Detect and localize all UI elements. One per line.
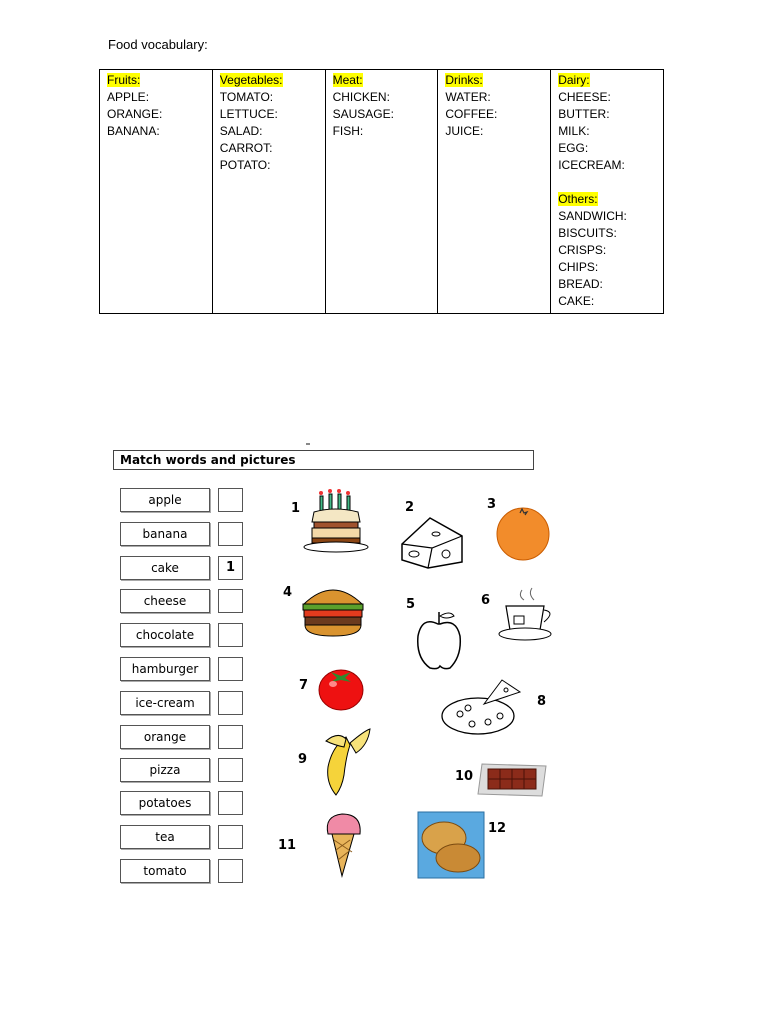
word-box: apple bbox=[120, 488, 210, 512]
column-heading: Dairy: bbox=[558, 73, 590, 87]
vocab-item: CHICKEN: bbox=[332, 90, 390, 104]
column-heading: Vegetables: bbox=[219, 73, 283, 87]
vocab-item: SANDWICH: bbox=[558, 209, 627, 223]
vocab-item: MILK: bbox=[558, 124, 590, 138]
answer-box[interactable] bbox=[218, 522, 243, 546]
word-box: tomato bbox=[120, 859, 210, 883]
picture-number: 2 bbox=[405, 500, 415, 515]
potatoes-picture bbox=[418, 812, 484, 878]
picture-number: 1 bbox=[291, 501, 301, 516]
vocab-item: BISCUITS: bbox=[558, 226, 617, 240]
orange-picture bbox=[496, 506, 552, 562]
vocab-item: COFFEE: bbox=[445, 107, 498, 121]
vocab-item: CHIPS: bbox=[558, 260, 599, 274]
apple-picture bbox=[414, 608, 464, 672]
dairy-column bbox=[551, 70, 664, 314]
answer-box[interactable] bbox=[218, 825, 243, 849]
word-box: ice-cream bbox=[120, 691, 210, 715]
vocab-item: CARROT: bbox=[219, 141, 273, 155]
column-heading: Meat: bbox=[332, 73, 363, 87]
vocab-item: CRISPS: bbox=[558, 243, 607, 257]
word-box: orange bbox=[120, 725, 210, 749]
vocab-item: EGG: bbox=[558, 141, 589, 155]
vocab-item: TOMATO: bbox=[219, 90, 274, 104]
vocab-item: LETTUCE: bbox=[219, 107, 278, 121]
vocab-item: POTATO: bbox=[219, 158, 271, 172]
cheese-picture bbox=[400, 514, 466, 570]
word-box: banana bbox=[120, 522, 210, 546]
word-box: cheese bbox=[120, 589, 210, 613]
fruits-column bbox=[100, 70, 213, 314]
vocab-item: SALAD: bbox=[219, 124, 263, 138]
picture-number: 6 bbox=[481, 593, 491, 608]
column-heading: Fruits: bbox=[107, 73, 141, 87]
vocab-item: JUICE: bbox=[445, 124, 484, 138]
word-box: tea bbox=[120, 825, 210, 849]
picture-number: 10 bbox=[455, 769, 474, 784]
vocab-item: BUTTER: bbox=[558, 107, 610, 121]
ice-cream-picture bbox=[322, 812, 364, 878]
picture-number: 7 bbox=[299, 678, 309, 693]
answer-box[interactable] bbox=[218, 859, 243, 883]
vocab-item: BREAD: bbox=[558, 277, 603, 291]
vocab-item: CHEESE: bbox=[558, 90, 611, 104]
pizza-picture bbox=[440, 676, 530, 738]
others-heading: Others: bbox=[558, 192, 598, 206]
answer-box[interactable] bbox=[218, 657, 243, 681]
drinks-column bbox=[438, 70, 551, 314]
match-title: Match words and pictures bbox=[113, 450, 534, 470]
picture-number: 12 bbox=[488, 821, 507, 836]
answer-box[interactable] bbox=[218, 691, 243, 715]
picture-number: 5 bbox=[406, 597, 416, 612]
answer-box[interactable]: 1 bbox=[218, 556, 243, 580]
picture-number: 8 bbox=[537, 694, 547, 709]
hamburger-picture bbox=[300, 580, 366, 640]
column-heading: Drinks: bbox=[445, 73, 483, 87]
vocab-item: CAKE: bbox=[558, 294, 595, 308]
word-box: pizza bbox=[120, 758, 210, 782]
picture-number: 11 bbox=[278, 838, 297, 853]
answer-box[interactable] bbox=[218, 791, 243, 815]
picture-number: 3 bbox=[487, 497, 497, 512]
picture-number: 4 bbox=[283, 585, 293, 600]
vocab-item: ICECREAM: bbox=[558, 158, 625, 172]
vocab-item: FISH: bbox=[332, 124, 364, 138]
vocabulary-table bbox=[99, 69, 664, 314]
vocab-item: SAUSAGE: bbox=[332, 107, 394, 121]
vocab-item: APPLE: bbox=[107, 90, 150, 104]
tomato-picture bbox=[317, 664, 365, 712]
vocab-item: ORANGE: bbox=[107, 107, 163, 121]
stray-mark bbox=[306, 443, 310, 445]
answer-box[interactable] bbox=[218, 589, 243, 613]
word-box: chocolate bbox=[120, 623, 210, 647]
page-title: Food vocabulary: bbox=[108, 37, 208, 52]
chocolate-picture bbox=[476, 760, 548, 798]
vocab-item: BANANA: bbox=[107, 124, 160, 138]
banana-picture bbox=[316, 727, 374, 797]
answer-box[interactable] bbox=[218, 725, 243, 749]
meat-column bbox=[325, 70, 438, 314]
word-box: potatoes bbox=[120, 791, 210, 815]
word-box: cake bbox=[120, 556, 210, 580]
cake-picture bbox=[300, 488, 370, 558]
picture-number: 9 bbox=[298, 752, 308, 767]
answer-box[interactable] bbox=[218, 623, 243, 647]
answer-box[interactable] bbox=[218, 488, 243, 512]
answer-box[interactable] bbox=[218, 758, 243, 782]
vocab-item: WATER: bbox=[445, 90, 491, 104]
vegetables-column bbox=[212, 70, 325, 314]
spacer bbox=[558, 174, 657, 191]
tea-picture bbox=[498, 588, 558, 644]
word-box: hamburger bbox=[120, 657, 210, 681]
